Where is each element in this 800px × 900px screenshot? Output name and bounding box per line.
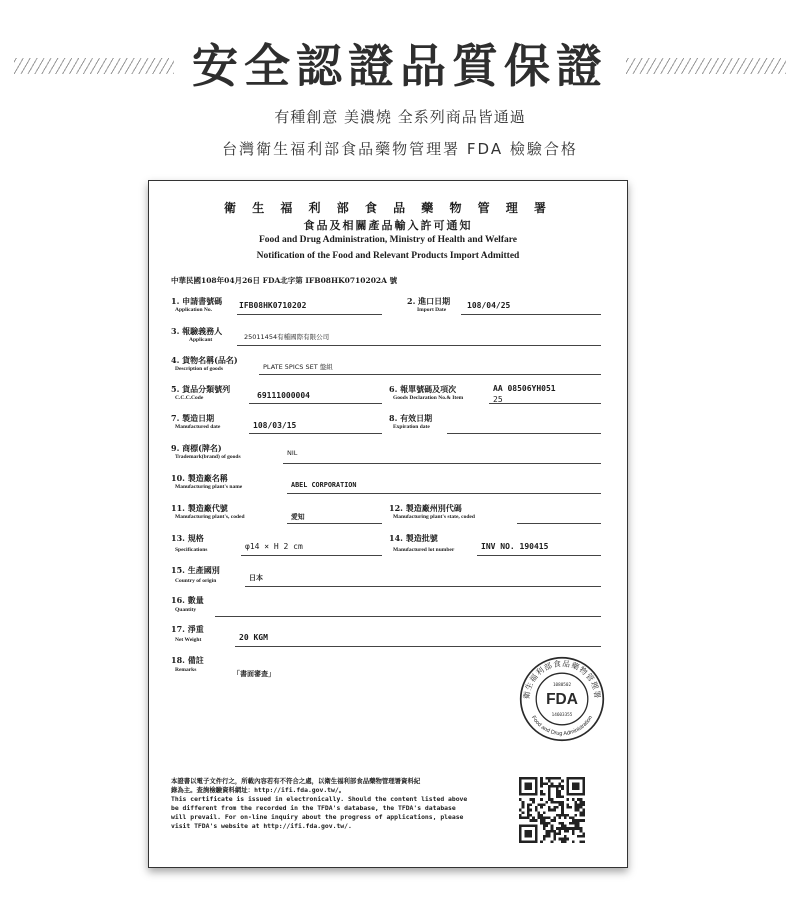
- field-en-spec: Specifications: [175, 547, 208, 553]
- notice-title-en: Notification of the Food and Relevant Products Import Admitted: [256, 251, 520, 261]
- fda-seal-stamp: [519, 656, 605, 742]
- field-en-plant-name: Manufacturing plant's name: [175, 484, 243, 490]
- field-en-applicant: Applicant: [189, 337, 213, 343]
- field-en-declaration: Goods Declaration No.& Item: [393, 395, 464, 401]
- agency-name-zh: 衛 生 福 利 部 食 品 藥 物 管 理 署: [224, 201, 552, 215]
- field-line: [283, 463, 601, 464]
- field-en-import-date: Import Date: [417, 307, 447, 313]
- field-value-plant-code: 愛知: [291, 513, 305, 521]
- field-line: [489, 403, 601, 404]
- field-en-exp-date: Expiration date: [393, 424, 430, 430]
- field-line: [447, 433, 601, 434]
- banner-subtitle-1: 有種創意 美濃燒 全系列商品皆通過: [274, 108, 526, 126]
- field-line: [517, 523, 601, 524]
- field-en-mfg-date: Manufactured date: [175, 424, 221, 430]
- field-en-plant-code: Manufacturing plant's, coded: [175, 514, 245, 520]
- field-en-quantity: Quantity: [175, 607, 197, 613]
- field-label-import-date: 2. 進口日期: [407, 296, 451, 306]
- field-label-exp-date: 8. 有效日期: [389, 413, 433, 423]
- field-line: [461, 314, 601, 315]
- field-label-plant-state: 12. 製造廠州別代碼: [389, 503, 462, 513]
- banner-title: 安全認證品質保證: [192, 39, 608, 93]
- field-value-import-date: 108/04/25: [467, 301, 511, 310]
- fine-print-line: be different from the recorded in the TFDA's database, the TFDA's database: [171, 804, 456, 812]
- field-en-plant-state: Manufacturing plant's state, coded: [393, 514, 475, 520]
- field-line: [237, 314, 382, 315]
- field-label-description: 4. 貨物名稱(品名): [171, 355, 238, 365]
- field-label-app-no: 1. 申請書號碼: [171, 296, 223, 306]
- field-en-net-weight: Net Weight: [175, 637, 202, 643]
- field-en-description: Description of goods: [175, 366, 223, 372]
- fine-print-line: will prevail. For on-line inquiry about the progress of applications, please: [171, 813, 464, 821]
- field-label-applicant: 3. 報驗義務人: [171, 326, 223, 336]
- field-value-plant-name: ABEL CORPORATION: [291, 481, 357, 489]
- field-en-lot: Manufactured lot number: [393, 547, 455, 553]
- field-label-mfg-date: 7. 製造日期: [171, 413, 215, 423]
- field-label-remarks: 18. 備註: [171, 655, 204, 665]
- field-line: [215, 616, 601, 617]
- field-en-ccc: C.C.C.Code: [175, 395, 204, 401]
- agency-name-en: Food and Drug Administration, Ministry of Health and Welfare: [258, 235, 517, 245]
- field-value-app-no: IFB08HK0710202: [239, 301, 307, 310]
- field-value-remarks: 「書面審查」: [233, 670, 275, 678]
- field-line: [287, 493, 601, 494]
- field-label-spec: 13. 規格: [171, 533, 204, 543]
- field-label-origin: 15. 生產國別: [171, 565, 220, 575]
- certificate-fine-print: [171, 777, 471, 831]
- field-label-quantity: 16. 數量: [171, 595, 204, 605]
- fine-print-line: 本證書以電子文件行之，所載內容若有不符合之處，以衛生福利部食品藥物管理署資料紀: [171, 777, 421, 785]
- field-en-app-no: Application No.: [175, 307, 212, 313]
- field-en-trademark: Trademark(brand) of goods: [175, 454, 241, 460]
- field-value-lot: INV NO. 190415: [481, 542, 549, 551]
- seal-ring-en-text: Food and Drug Administration: [529, 714, 595, 738]
- fine-print-line: visit TFDA's website at http://ifi.fda.gov.tw/.: [171, 822, 352, 830]
- field-line: [241, 555, 382, 556]
- field-value-applicant: 25011454有種國際有限公司: [244, 333, 330, 341]
- field-line: [287, 523, 382, 524]
- import-certificate: [148, 180, 628, 868]
- field-value-spec: φ14 × H 2 cm: [245, 542, 303, 551]
- field-label-plant-name: 10. 製造廠名稱: [171, 473, 228, 483]
- field-value-trademark: NIL: [287, 449, 298, 457]
- field-value-declaration-item: 25: [493, 395, 503, 404]
- hero-banner: [0, 0, 800, 175]
- fine-print-line: This certificate is issued in electronically. Should the content listed above: [171, 795, 468, 803]
- fine-print-line: 錄為主。查詢檢驗資料網址：http://ifi.fda.gov.tw/。: [171, 786, 346, 794]
- field-label-declaration: 6. 報單號碼及項次: [389, 384, 457, 394]
- field-label-trademark: 9. 商標(牌名): [171, 443, 222, 453]
- field-value-description: PLATE 5PICS SET 盤組: [263, 363, 333, 371]
- seal-fda-mark: FDA: [546, 691, 578, 709]
- field-line: [235, 646, 601, 647]
- field-value-net-weight: 20 KGM: [239, 633, 268, 642]
- field-line: [477, 555, 601, 556]
- field-line: [249, 433, 382, 434]
- field-value-declaration: AA 08506YH051: [493, 384, 556, 393]
- seal-number-top: 1080502: [552, 683, 572, 689]
- notice-reference: 中華民國108年04月26日 FDA北字第 IFB08HK0710202A 號: [171, 276, 398, 285]
- field-line: [259, 374, 601, 375]
- field-label-ccc: 5. 貨品分類號列: [171, 384, 231, 394]
- field-value-ccc: 69111000004: [257, 391, 310, 400]
- field-en-origin: Country of origin: [175, 578, 217, 584]
- field-label-lot: 14. 製造批號: [389, 533, 438, 543]
- notice-title-zh: 食品及相關產品輸入許可通知: [303, 219, 473, 232]
- seal-number-bottom: 14603355: [551, 713, 573, 719]
- field-line: [237, 345, 601, 346]
- field-label-net-weight: 17. 淨重: [171, 624, 204, 634]
- qr-code[interactable]: [519, 777, 585, 843]
- banner-subtitle-2: 台灣衛生福利部食品藥物管理署 FDA 檢驗合格: [222, 140, 578, 158]
- field-en-remarks: Remarks: [175, 667, 197, 673]
- field-line: [245, 586, 601, 587]
- field-value-origin: 日本: [249, 574, 263, 582]
- field-line: [249, 403, 382, 404]
- field-label-plant-code: 11. 製造廠代號: [171, 503, 228, 513]
- field-value-mfg-date: 108/03/15: [253, 421, 297, 430]
- seal-ring-zh-text: 衛生福利部食品藥物管理署: [522, 659, 602, 700]
